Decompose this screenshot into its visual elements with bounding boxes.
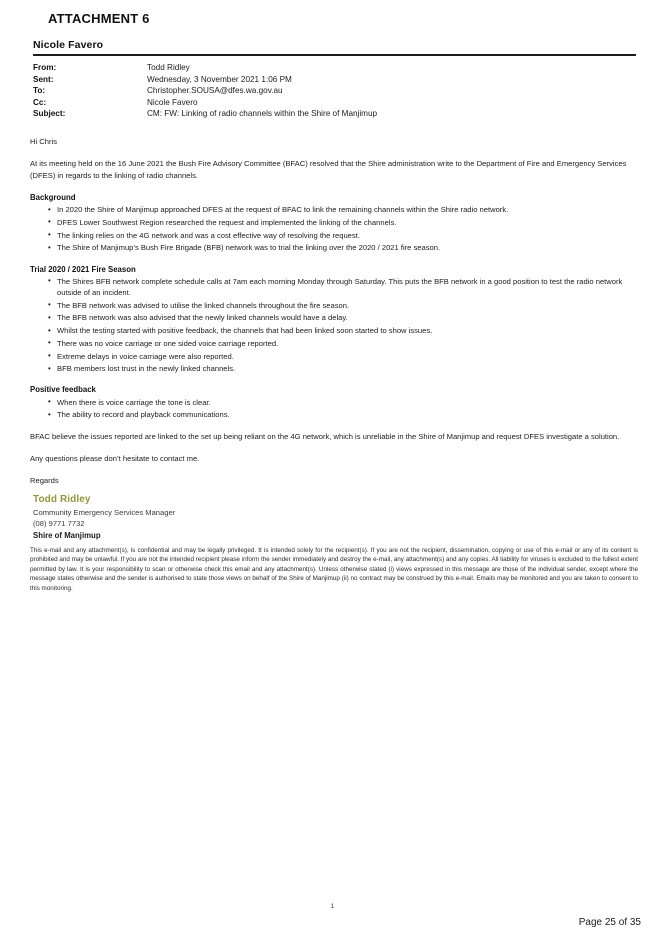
list-item: • The BFB network was also advised that the newly linked channels would have a delay. bbox=[30, 312, 638, 323]
list-item: • The BFB network was advised to utilise the linked channels throughout the fire season. bbox=[30, 300, 638, 311]
list-item: • When there is voice carriage the tone is clear. bbox=[30, 397, 638, 408]
field-value-from: Todd Ridley bbox=[147, 63, 190, 72]
signature-organisation: Shire of Manjimup bbox=[33, 530, 101, 540]
email-header-row-subject bbox=[33, 108, 636, 120]
list-item: • DFES Lower Southwest Region researched the request and implemented the linking of the channels. bbox=[30, 217, 638, 228]
field-value-sent: Wednesday, 3 November 2021 1:06 PM bbox=[147, 74, 292, 84]
field-label-to: To: bbox=[33, 86, 46, 96]
section-heading-trial: Trial 2020 / 2021 Fire Season bbox=[30, 264, 136, 274]
signature-phone: (08) 9771 7732 bbox=[33, 519, 85, 528]
field-label-subject: Subject: bbox=[33, 109, 66, 119]
bullet-list-background bbox=[30, 204, 638, 253]
email-header-row-to bbox=[33, 85, 636, 97]
list-item: • The ability to record and playback communications. bbox=[30, 409, 638, 420]
list-item: • The linking relies on the 4G network and was a cost effective way of resolving the request. bbox=[30, 230, 638, 241]
body-closing-question: Any questions please don’t hesitate to contact me. bbox=[30, 453, 200, 463]
signature-name: Todd Ridley bbox=[33, 494, 91, 505]
list-item: • Whilst the testing started with positive feedback, the channels that had been linked soon started to show issues. bbox=[30, 325, 638, 336]
body-conclusion-paragraph: BFAC believe the issues reported are linked to the set up being reliant on the 4G network, which is unreliable in the Shire of Manjimup and request DFES investigate a solution. bbox=[30, 431, 620, 441]
email-header-row-sent bbox=[33, 74, 636, 86]
section-background bbox=[30, 192, 638, 254]
list-item: • The Shires BFB network complete schedule calls at 7am each morning Monday through Saturday. This puts the BFB network in a good position to test the radio network outside of an incident. bbox=[30, 276, 638, 298]
list-item: • Extreme delays in voice carriage were also reported. bbox=[30, 351, 638, 362]
body-sign-off: Regards bbox=[30, 476, 59, 486]
section-positive-feedback bbox=[30, 384, 638, 420]
email-disclaimer: This e-mail and any attachment(s), is confidential and may be legally privileged. It is intended solely for the recipient(s). If you are not the recipient, dissemination, copying or use of this e-mail or any of its content is prohibited and may be unlawful. If you are not the intended recipient please inform the sender immediately and destroy the e-mail, any attachment(s) and any copies. All liability for viruses is excluded to the fullest extent permitted by law. It is your responsibility to scan or otherwise check this email and any attachment(s). Unless otherwise stated (i) views expressed in this message are those of the individual sender, except where the message states otherwise and the sender is authorised to state those views on behalf of the Shire of Manjimup (ii) no contract may be construed by this e-mail. Emails may be monitored and you are taken to consent to this monitoring. bbox=[30, 547, 638, 592]
attachment-title: ATTACHMENT 6 bbox=[48, 11, 150, 26]
email-signature-block bbox=[33, 494, 433, 541]
page-footer-label: Page 25 of 35 bbox=[578, 917, 641, 928]
list-item: • The Shire of Manjimup’s Bush Fire Brigade (BFB) network was to trial the linking over the 2020 / 2021 fire season. bbox=[30, 242, 638, 253]
body-intro-paragraph: At its meeting held on the 16 June 2021 the Bush Fire Advisory Committee (BFAC) resolved that the Shire administration write to the Department of Fire and Emergency Services (DFES) in regards to the linking of radio channels. bbox=[30, 159, 627, 180]
list-item: • There was no voice carriage or one sided voice carriage reported. bbox=[30, 338, 638, 349]
field-label-from: From: bbox=[33, 63, 57, 72]
bullet-list-trial bbox=[30, 276, 638, 375]
bullet-list-positive-feedback bbox=[30, 397, 638, 421]
email-body bbox=[30, 136, 638, 498]
signature-role: Community Emergency Services Manager bbox=[33, 508, 176, 517]
list-item: • BFB members lost trust in the newly linked channels. bbox=[30, 363, 638, 374]
field-label-sent: Sent: bbox=[33, 74, 54, 84]
inner-page-number: 1 bbox=[330, 903, 335, 910]
field-value-cc: Nicole Favero bbox=[147, 97, 198, 107]
email-header-row-from bbox=[33, 62, 636, 74]
section-heading-positive-feedback: Positive feedback bbox=[30, 385, 96, 395]
section-heading-background: Background bbox=[30, 192, 76, 202]
field-value-subject: CM: FW: Linking of radio channels within the Shire of Manjimup bbox=[147, 109, 378, 119]
body-greeting: Hi Chris bbox=[30, 137, 58, 146]
header-divider bbox=[33, 54, 636, 56]
field-label-cc: Cc: bbox=[33, 97, 47, 107]
email-header-row-cc bbox=[33, 97, 636, 109]
list-item: • In 2020 the Shire of Manjimup approached DFES at the request of BFAC to link the remaining channels within the Shire radio network. bbox=[30, 204, 638, 215]
section-trial-fire-season bbox=[30, 264, 638, 375]
email-header-fields bbox=[33, 62, 636, 120]
mailbox-owner-name: Nicole Favero bbox=[33, 39, 104, 51]
field-value-to: Christopher.SOUSA@dfes.wa.gov.au bbox=[147, 86, 283, 96]
